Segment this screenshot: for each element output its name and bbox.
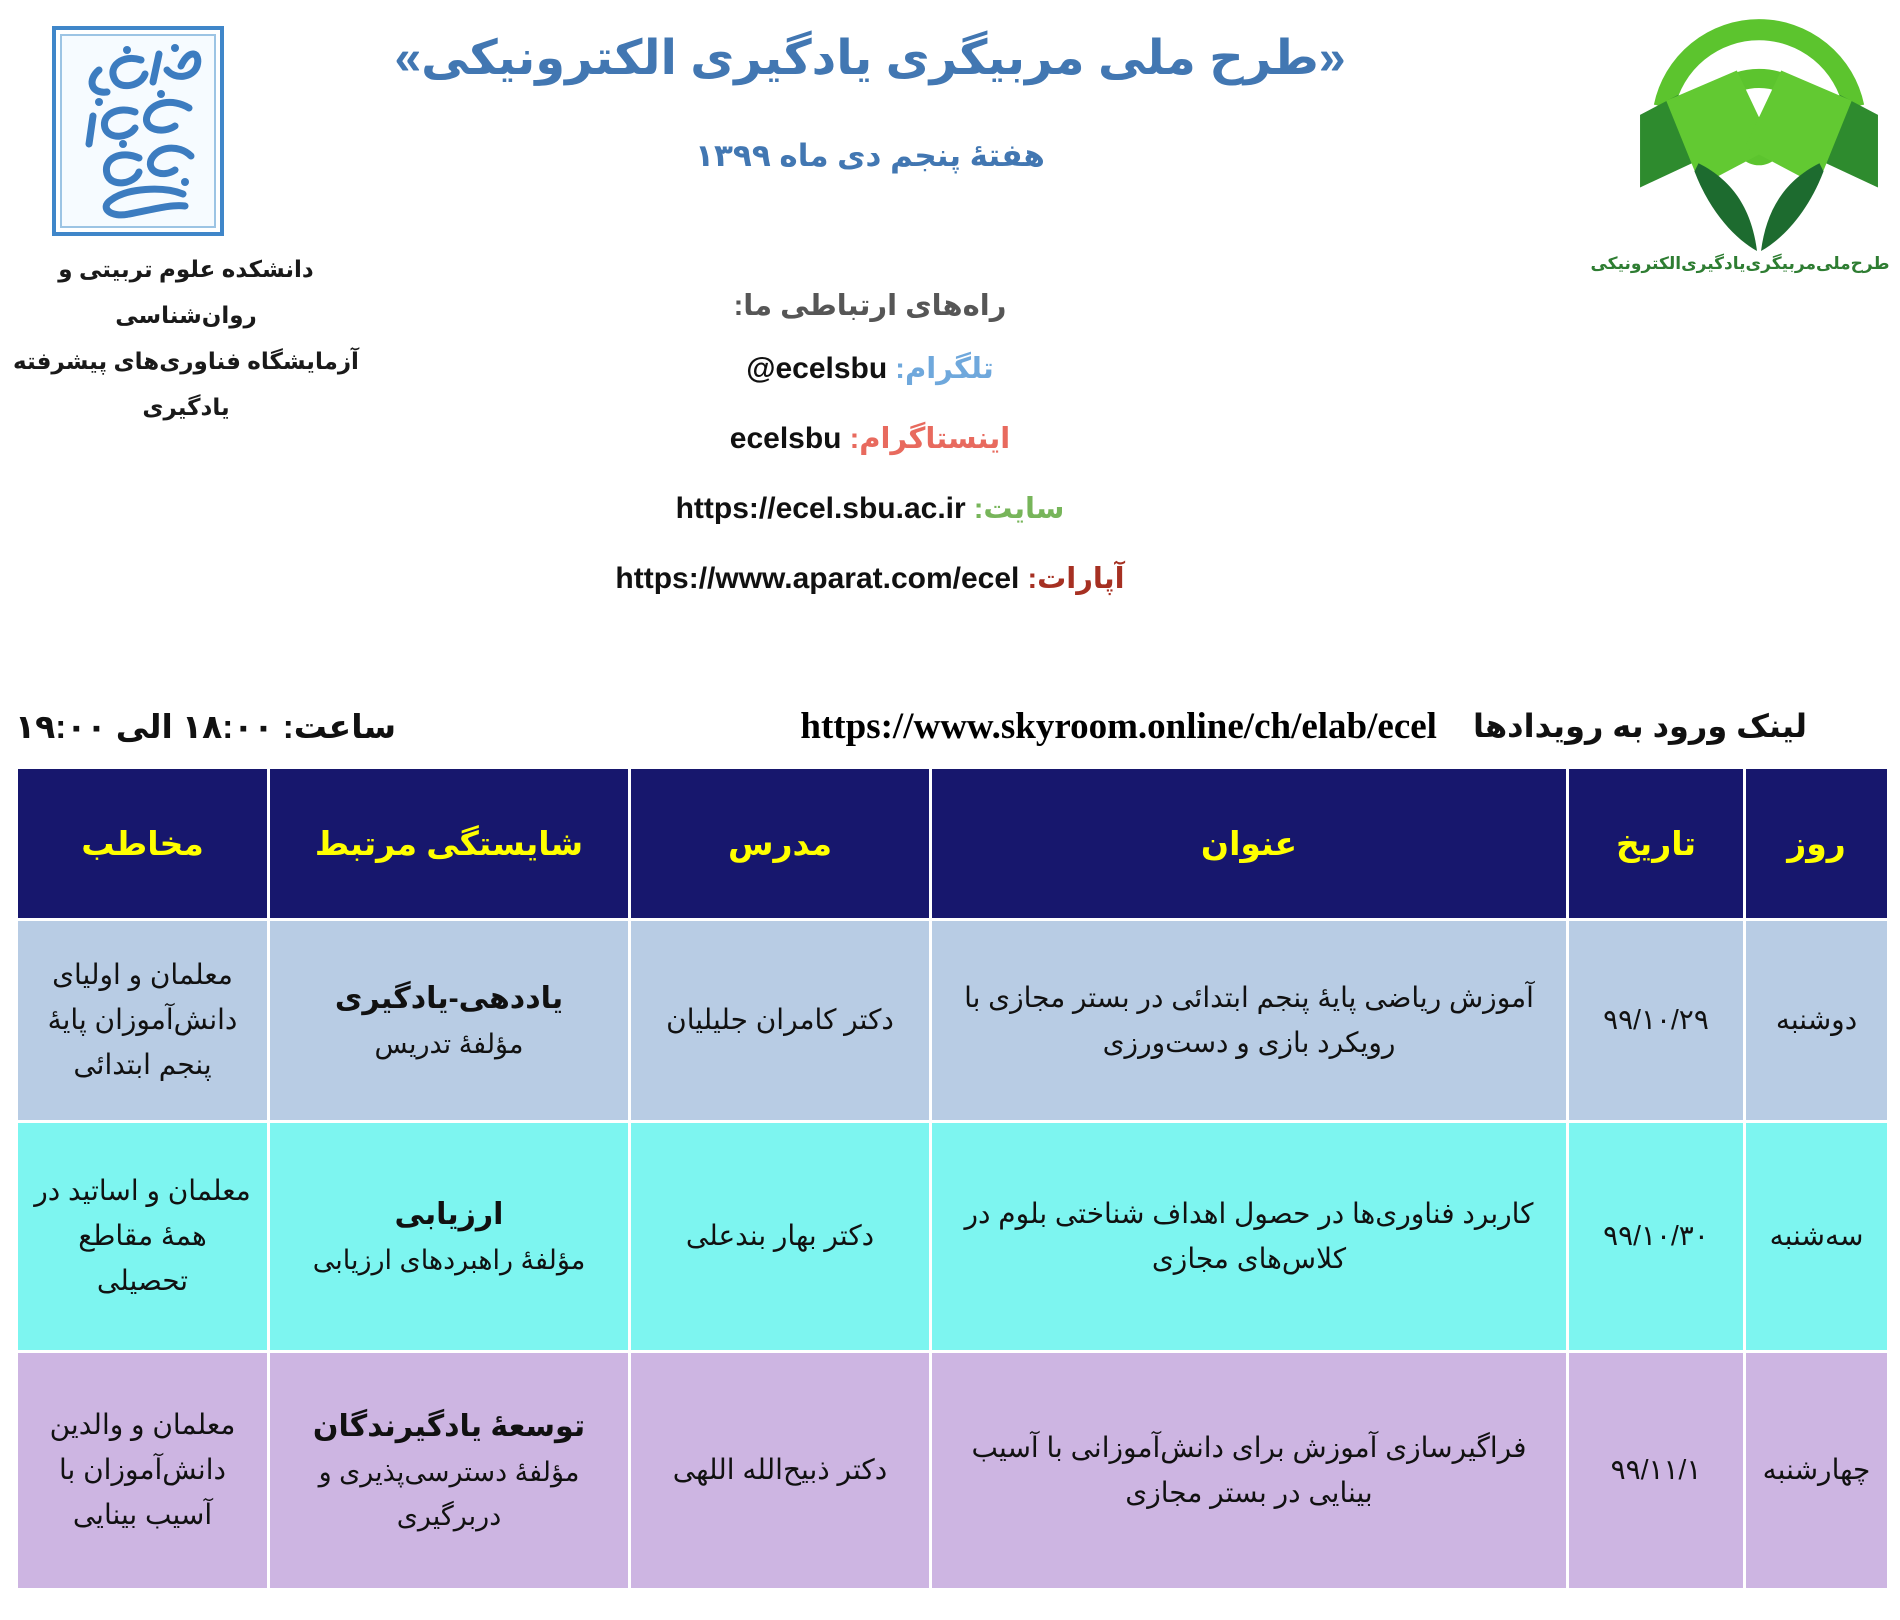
cell-date: ۹۹/۱۰/۲۹: [1568, 920, 1745, 1122]
col-header-day: روز: [1745, 768, 1889, 920]
cell-date: ۹۹/۱۰/۳۰: [1568, 1122, 1745, 1352]
competency-note: مؤلفۀ تدریس: [374, 1028, 524, 1059]
col-header-audience: مخاطب: [17, 768, 269, 920]
cell-day: چهارشنبه: [1745, 1352, 1889, 1590]
col-header-date: تاریخ: [1568, 768, 1745, 920]
website-label: سایت:: [973, 493, 1065, 525]
cell-instructor: دکتر کامران جلیلیان: [630, 920, 931, 1122]
sbu-calligraphy-icon: [63, 36, 213, 226]
contact-block: [300, 278, 1440, 614]
table-row: [17, 920, 1889, 1122]
cell-competency: [269, 1352, 630, 1590]
telegram-label: تلگرام:: [895, 353, 994, 385]
sbu-university-logo: [52, 26, 224, 236]
page-title: «طرح ملی مربیگری یادگیری الکترونیکی»: [394, 32, 1346, 85]
table-row: [17, 1352, 1889, 1590]
aparat-label: آپارات:: [1027, 563, 1125, 595]
wifi-hands-icon: [1636, 6, 1882, 254]
faculty-name: دانشکده علوم تربیتی و روان‌شناسی: [58, 256, 314, 328]
cell-instructor: دکتر بهار بندعلی: [630, 1122, 931, 1352]
contact-line-telegram: [300, 334, 1440, 404]
cell-day: سه‌شنبه: [1745, 1122, 1889, 1352]
competency-name: توسعۀ یادگیرندگان: [312, 1410, 586, 1444]
cell-audience: معلمان و اولیای دانش‌آموزان پایۀ پنجم ابتدائی: [17, 920, 269, 1122]
page-subtitle: هفتۀ پنجم دی ماه ۱۳۹۹: [695, 138, 1045, 173]
events-link-label: لینک ورود به رویدادها: [1472, 708, 1807, 744]
competency-note: مؤلفۀ دسترسی‌پذیری و دربرگیری: [318, 1457, 580, 1531]
contact-line-aparat: [300, 544, 1440, 614]
instagram-handle[interactable]: ecelsbu: [729, 422, 842, 455]
cell-date: ۹۹/۱۱/۱: [1568, 1352, 1745, 1590]
cell-title: فراگیرسازی آموزش برای دانش‌آموزانی با آسیب بینایی در بستر مجازی: [931, 1352, 1568, 1590]
contact-line-website: [300, 474, 1440, 544]
telegram-handle[interactable]: @ecelsbu: [746, 352, 888, 385]
instagram-label: اینستاگرام:: [849, 423, 1011, 455]
aparat-url[interactable]: https://www.aparat.com/ecel: [615, 562, 1020, 595]
competency-name: ارزیابی: [394, 1197, 504, 1231]
table-header-row: [17, 768, 1889, 920]
cell-audience: معلمان و والدین دانش‌آموزان با آسیب بینایی: [17, 1352, 269, 1590]
session-time: ساعت: ۱۸:۰۰ الی ۱۹:۰۰: [15, 707, 397, 745]
contact-line-instagram: [300, 404, 1440, 474]
cell-title: آموزش ریاضی پایۀ پنجم ابتدائی در بستر مجازی با رویکرد بازی و دست‌ورزی: [931, 920, 1568, 1122]
schedule-table: [15, 766, 1890, 1591]
competency-note: مؤلفۀ راهبردهای ارزیابی: [312, 1244, 586, 1275]
col-header-instructor: مدرس: [630, 768, 931, 920]
ecel-program-logo: [1636, 6, 1882, 254]
cell-instructor: دکتر ذبیح‌الله اللهی: [630, 1352, 931, 1590]
lab-name: آزمایشگاه فناوری‌های پیشرفته یادگیری: [13, 348, 359, 420]
website-url[interactable]: https://ecel.sbu.ac.ir: [675, 492, 966, 525]
cell-audience: معلمان و اساتید در همۀ مقاطع تحصیلی: [17, 1122, 269, 1352]
col-header-title: عنوان: [931, 768, 1568, 920]
competency-name: یاددهی-یادگیری: [334, 981, 564, 1015]
cell-competency: [269, 1122, 630, 1352]
cell-competency: [269, 920, 630, 1122]
skyroom-url[interactable]: https://www.skyroom.online/ch/elab/ecel: [800, 705, 1437, 747]
col-header-competency: شایستگی مرتبط: [269, 768, 630, 920]
cell-title: کاربرد فناوری‌ها در حصول اهداف شناختی بلوم در کلاس‌های مجازی: [931, 1122, 1568, 1352]
table-row: [17, 1122, 1889, 1352]
cell-day: دوشنبه: [1745, 920, 1889, 1122]
events-link-row: [15, 690, 1887, 762]
events-link-group: [800, 705, 1807, 748]
ecel-logo-caption: طرح‌ملی‌مربیگری‌یادگیری‌الکترونیکی: [1590, 254, 1890, 273]
contact-heading: راه‌های ارتباطی ما:: [733, 290, 1007, 322]
